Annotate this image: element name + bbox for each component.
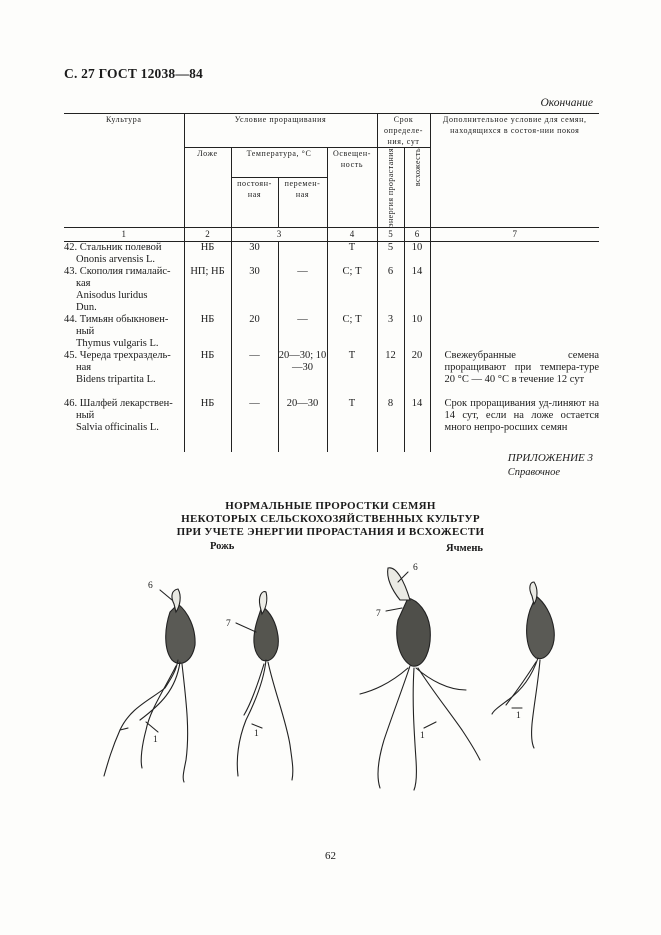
table-continuation-note: Окончание	[540, 97, 593, 109]
header-bed: Ложе	[184, 148, 231, 228]
label-7-rye: 7	[226, 619, 231, 629]
culture-line: кая	[76, 277, 91, 289]
col-num-1: 1	[64, 227, 184, 241]
culture-latin: Anisodus luridus	[76, 289, 148, 301]
col-num-4: 4	[327, 227, 377, 241]
barley-seedling-2	[492, 582, 554, 748]
col-num-7: 7	[430, 227, 599, 241]
culture-line: 43. Скополия гималайс-	[64, 265, 171, 277]
culture-line: 45. Череда трехраздель-	[64, 349, 171, 361]
energy-cell: 5	[377, 241, 404, 266]
t-var-cell: —	[278, 266, 327, 314]
col-num-6: 6	[404, 227, 430, 241]
rye-caption: Рожь	[210, 541, 235, 552]
page-number: 62	[325, 850, 336, 862]
energy-cell: 12	[377, 350, 404, 398]
header-variable: перемен-ная	[278, 177, 327, 227]
additional-note: Свежеубранные семена проращивают при темпера-туре 20 °С — 40 °С в течение 12 сут	[444, 349, 600, 385]
label-7-barley: 7	[376, 609, 381, 619]
culture-line: ная	[76, 361, 92, 373]
bed-cell: НП; НБ	[184, 266, 231, 314]
label-1-rye-a: 1	[153, 735, 158, 745]
t-var-cell: 20—30	[278, 398, 327, 452]
additional-note: Срок проращивания уд-линяют на 14 сут, если на ложе остается много непро-росших семян	[444, 397, 600, 433]
light-cell: С; Т	[327, 314, 377, 350]
t-const-cell: 30	[231, 241, 278, 266]
culture-latin: Salvia officinalis L.	[76, 421, 159, 433]
culture-line: 42. Стальник полевой	[64, 241, 162, 253]
bed-cell: НБ	[184, 241, 231, 266]
t-var-cell: —	[278, 314, 327, 350]
culture-latin: Bidens tripartita L.	[76, 373, 156, 385]
culture-latin: Thymus vulgaris L.	[76, 337, 159, 349]
t-const-cell: 20	[231, 314, 278, 350]
col-num-3: 3	[231, 227, 327, 241]
culture-line: 44. Тимьян обыкновен-	[64, 313, 169, 325]
germ-cell: 14	[404, 266, 430, 314]
culture-line: ный	[76, 409, 95, 421]
header-energy: энергия прорастания	[386, 148, 396, 227]
col-num-5: 5	[377, 227, 404, 241]
culture-line: 46. Шалфей лекарствен-	[64, 397, 173, 409]
appendix-number: ПРИЛОЖЕНИЕ 3	[507, 452, 593, 464]
label-1-barley-a: 1	[420, 731, 425, 741]
bed-cell: НБ	[184, 314, 231, 350]
germ-cell: 20	[404, 350, 430, 398]
figure-title-line: ПРИ УЧЕТЕ ЭНЕРГИИ ПРОРАСТАНИЯ И ВСХОЖЕСТИ	[176, 526, 485, 538]
light-cell: С; Т	[327, 266, 377, 314]
light-cell: Т	[327, 398, 377, 452]
germ-cell: 14	[404, 398, 430, 452]
energy-cell: 6	[377, 266, 404, 314]
germ-cell: 10	[404, 314, 430, 350]
t-const-cell: 30	[231, 266, 278, 314]
t-var-cell: 20—30; 10—30	[278, 350, 327, 398]
figure-title-line: НОРМАЛЬНЫЕ ПРОРОСТКИ СЕМЯН	[225, 500, 436, 512]
header-constant: постоян-ная	[231, 177, 278, 227]
label-1-rye-b: 1	[254, 729, 259, 739]
light-cell: Т	[327, 241, 377, 266]
header-culture: Культура	[64, 114, 184, 228]
t-const-cell: —	[231, 350, 278, 398]
culture-latin: Ononis arvensis L.	[76, 253, 156, 265]
header-germination: всхожесть	[412, 148, 422, 187]
energy-cell: 8	[377, 398, 404, 452]
header-germination-conditions: Условие проращивания	[184, 114, 377, 148]
appendix-kind: Справочное	[507, 467, 561, 478]
label-6-barley: 6	[413, 563, 418, 573]
bed-cell: НБ	[184, 398, 231, 452]
rye-seedling-2	[237, 592, 293, 780]
page-header: С. 27 ГОСТ 12038—84	[64, 66, 203, 81]
header-light: Освещен-ность	[327, 148, 377, 228]
barley-seedling-1	[360, 568, 480, 790]
col-num-2: 2	[184, 227, 231, 241]
rye-seedling-1	[104, 589, 195, 782]
figure-title-line: НЕКОТОРЫХ СЕЛЬСКОХОЗЯЙСТВЕННЫХ КУЛЬТУР	[181, 513, 480, 525]
energy-cell: 3	[377, 314, 404, 350]
t-const-cell: —	[231, 398, 278, 452]
culture-latin: Dun.	[76, 301, 97, 313]
header-additional: Дополнительное условие для семян, находящихся в состоя-нии покоя	[430, 114, 599, 228]
header-temperature: Температура, °С	[231, 148, 327, 178]
germ-cell: 10	[404, 241, 430, 266]
barley-caption: Ячмень	[446, 543, 483, 554]
label-6-rye: 6	[148, 581, 153, 591]
light-cell: Т	[327, 350, 377, 398]
label-1-barley-b: 1	[516, 711, 521, 721]
header-term: Срок определе-ния, сут	[377, 114, 430, 148]
culture-line: ный	[76, 325, 95, 337]
bed-cell: НБ	[184, 350, 231, 398]
